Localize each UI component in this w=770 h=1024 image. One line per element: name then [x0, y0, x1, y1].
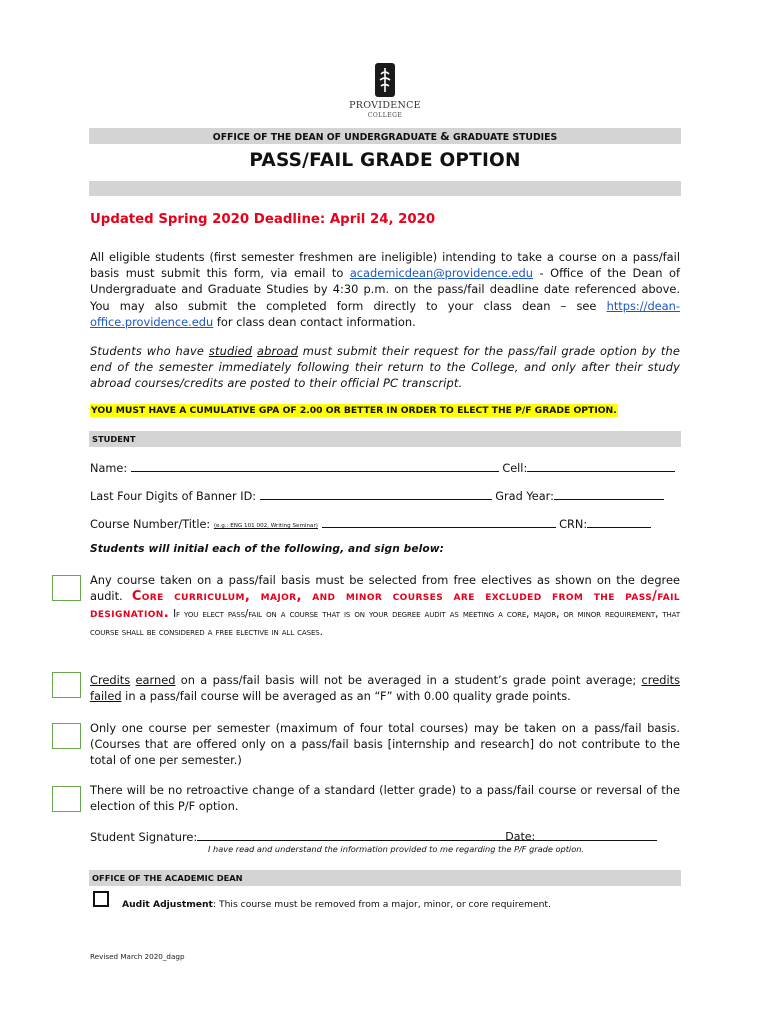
initial-box-4[interactable] — [52, 786, 81, 812]
office-header — [89, 128, 681, 144]
signature-row — [90, 828, 657, 844]
initial-box-3[interactable] — [52, 723, 81, 749]
dean-office-link[interactable]: https://dean-office.providence.edu — [90, 298, 680, 329]
deadline-notice: Updated Spring 2020 Deadline: April 24, 2020 — [90, 212, 436, 227]
intro-paragraph — [90, 249, 680, 330]
policy-item-no-retroactive: There will be no retroactive change of a standard (letter grade) to a pass/fail course or reversal of the election of this P/F option. — [90, 783, 680, 814]
title-divider-bar — [89, 181, 681, 196]
course-crn-row — [90, 515, 680, 531]
office-header-amp: & — [440, 130, 450, 143]
audit-adjustment-text — [122, 899, 551, 910]
audit-description: : This course must be removed from a major, minor, or core requirement. — [212, 899, 551, 910]
cell-label: Cell: — [498, 462, 528, 475]
name-cell-row — [90, 459, 680, 475]
audit-adjustment-checkbox[interactable] — [93, 891, 109, 907]
initial-box-1[interactable] — [52, 575, 81, 601]
logo-name: PROVIDENCE — [349, 100, 421, 111]
office-header-left: OFFICE OF THE DEAN OF UNDERGRADUATE — [212, 132, 441, 143]
abroad-underline-studied: studied — [208, 344, 253, 358]
email-link[interactable]: academicdean@providence.edu — [349, 266, 533, 281]
policy-item-gpa — [90, 672, 680, 704]
grad-year-label: Grad Year: — [491, 490, 554, 503]
signature-acknowledgement: I have read and understand the information provided to me regarding the P/F grade option. — [208, 844, 585, 854]
course-example-hint: (e.g.: ENG 101 002, Writing Seminar) — [213, 523, 318, 529]
intro-text-3: for class dean contact information. — [213, 314, 416, 329]
banner-id-label: Last Four Digits of Banner ID: — [90, 490, 260, 503]
shield-logo-icon — [374, 62, 396, 98]
item1-text: Any course taken on a pass/fail basis must be selected from free electives as shown on the degree audit. — [90, 573, 680, 604]
dean-section-header: OFFICE OF THE ACADEMIC DEAN — [89, 870, 681, 886]
item2-text-1: on a pass/fail basis will not be averaged in a student’s grade point average; — [175, 673, 642, 687]
crn-label: CRN: — [555, 518, 588, 531]
signature-field[interactable] — [197, 828, 536, 843]
item2-underline-credits: Credits — [90, 673, 131, 687]
gpa-requirement-notice: YOU MUST HAVE A CUMULATIVE GPA OF 2.00 OR BETTER IN ORDER TO ELECT THE P/F GRADE OPTION. — [91, 405, 617, 416]
item2-underline-earned: earned — [135, 673, 176, 687]
name-label: Name: — [90, 462, 131, 475]
item2-underline-credits-2: credits — [641, 673, 681, 687]
intro-text-2: - Office of the Dean of Undergraduate and Graduate Studies by 4:30 p.m. on the pass/fail deadline date referenced above. You may also submit the completed form directly to your class dean – see — [90, 266, 681, 313]
page-title: PASS/FAIL GRADE OPTION — [249, 150, 521, 171]
item2-text-2: in a pass/fail course will be averaged as an “F” with 0.00 quality grade points. — [121, 689, 571, 704]
abroad-text-1: Students who have — [90, 344, 209, 358]
item2-underline-failed: failed — [90, 689, 122, 704]
abroad-paragraph — [90, 343, 680, 392]
banner-id-field[interactable] — [260, 487, 492, 500]
course-label: Course Number/Title: — [90, 518, 214, 531]
date-label: Date: — [505, 830, 536, 843]
initial-box-2[interactable] — [52, 672, 81, 698]
banner-gradyear-row — [90, 487, 680, 503]
signature-label: Student Signature: — [90, 830, 198, 844]
crn-field[interactable] — [587, 515, 651, 528]
audit-label: Audit Adjustment — [122, 899, 213, 910]
date-field[interactable] — [527, 828, 657, 841]
initial-instructions: Students will initial each of the following, and sign below: — [90, 543, 444, 555]
student-section-header: STUDENT — [89, 431, 681, 447]
logo-sub: COLLEGE — [367, 112, 403, 119]
policy-item-one-per-semester: Only one course per semester (maximum of four total courses) may be taken on a pass/fail basis. (Courses that are offered only on a pass/fail basis [internship and research] do not contribute to the total of one per semester.) — [90, 721, 680, 768]
abroad-underline-abroad: abroad — [256, 344, 298, 358]
course-field[interactable] — [322, 515, 556, 528]
abroad-text-2: must submit their request for the pass/fail grade option by the end of the semester immediately following their return to the College, and only after their study abroad courses/credits are posted to their official PC transcript. — [90, 344, 680, 391]
revision-footer: Revised March 2020_dagp — [90, 952, 185, 961]
item1-small-caps-note: If you elect pass/fail on a course that is on your degree audit as meeting a core, major, or minor requirement, that course shall be considered a free elective in all cases. — [90, 609, 680, 639]
college-logo — [345, 62, 425, 119]
cell-field[interactable] — [527, 459, 675, 472]
intro-text-1: All eligible students (first semester freshmen are ineligible) intending to take a course on a pass/fail basis must submit this form, via email to — [90, 250, 680, 281]
grad-year-field[interactable] — [554, 487, 664, 500]
office-header-right: GRADUATE STUDIES — [449, 132, 558, 143]
name-field[interactable] — [131, 459, 499, 472]
item1-exclusion-warning: Core curriculum, major, and minor courses are excluded from the pass/fail designation. — [90, 589, 680, 622]
policy-item-electives — [90, 572, 680, 641]
